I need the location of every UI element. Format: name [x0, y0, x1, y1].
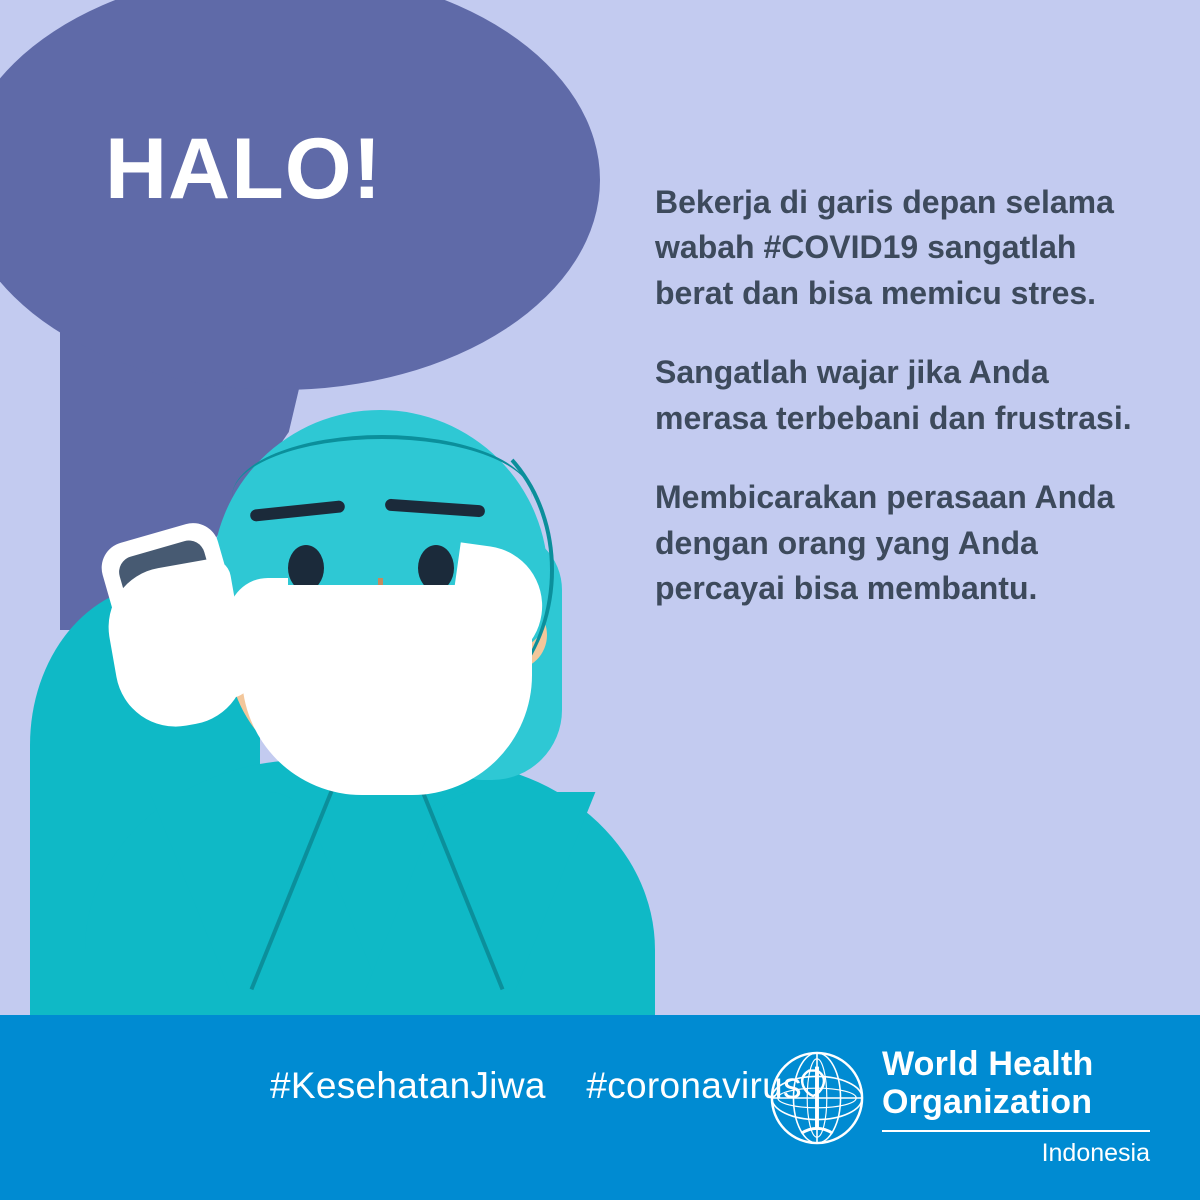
- hashtag-coronavirus: #coronavirus: [586, 1065, 802, 1106]
- who-divider: [882, 1130, 1150, 1132]
- paragraph-1: Bekerja di garis depan selama wabah #COVID19 sangatlah berat dan bisa memicu stres.: [655, 184, 1114, 311]
- who-name-line-2: Organization: [882, 1083, 1093, 1122]
- who-country-label: Indonesia: [1041, 1139, 1150, 1168]
- bubble-text: HALO!: [105, 121, 383, 217]
- who-emblem-icon: [768, 1049, 866, 1147]
- healthcare-worker-illustration: [0, 330, 700, 1020]
- who-logo: [768, 1045, 1150, 1168]
- paragraph-3: Membicarakan perasaan Anda dengan orang yang Anda percayai bisa membantu.: [655, 479, 1115, 607]
- hashtag-group: [270, 1065, 832, 1107]
- who-logo-text: [882, 1045, 1150, 1168]
- who-name-line-1: World Health: [882, 1045, 1094, 1083]
- message-text-block: [655, 180, 1135, 612]
- hashtag-kesehatanjiwa: #KesehatanJiwa: [270, 1065, 546, 1106]
- face-mask-shape: [242, 585, 532, 795]
- footer-bar: [0, 1015, 1200, 1200]
- paragraph-2: Sangatlah wajar jika Anda merasa terbebani dan frustrasi.: [655, 354, 1132, 436]
